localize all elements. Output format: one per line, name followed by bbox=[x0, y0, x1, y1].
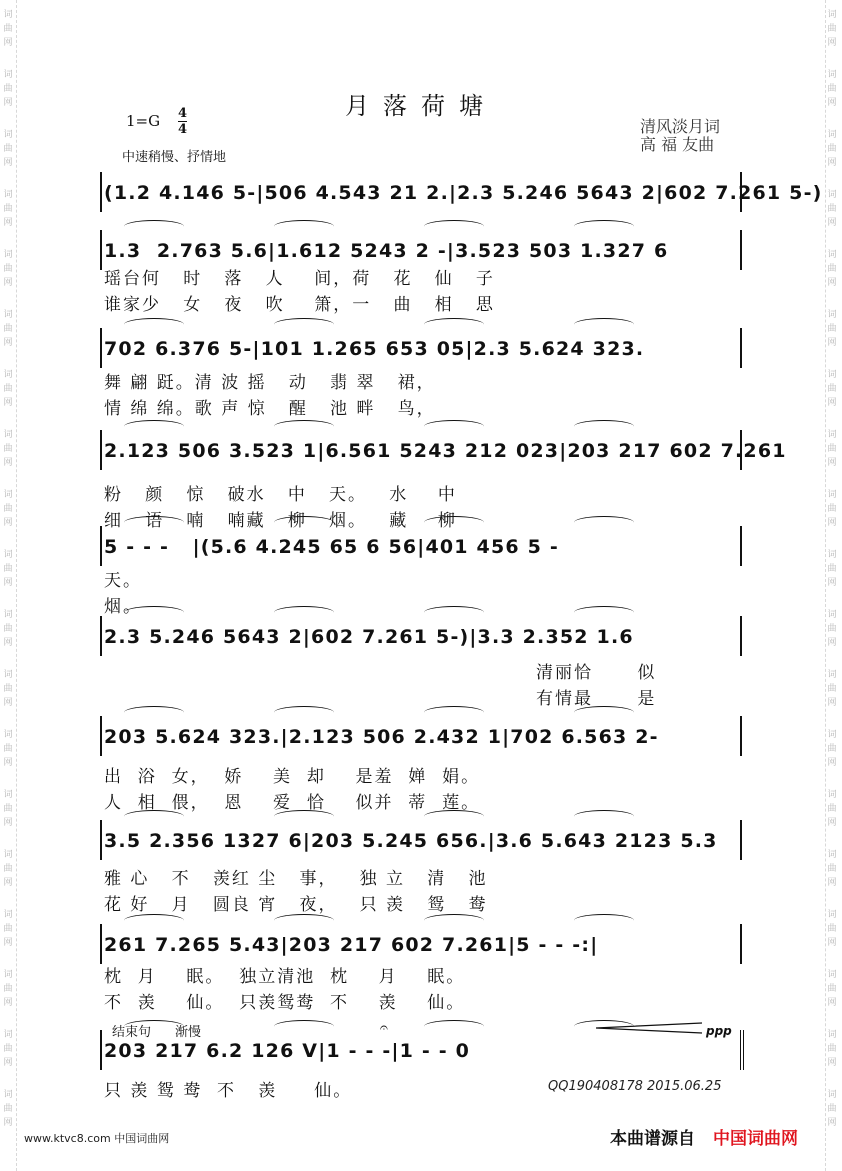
watermark-char: 网 bbox=[827, 878, 837, 888]
slur bbox=[424, 914, 484, 927]
watermark-char: 曲 bbox=[827, 24, 837, 34]
watermark-char: 词 bbox=[3, 670, 13, 680]
slur bbox=[124, 810, 184, 823]
brand-link[interactable]: 中国词曲网 bbox=[713, 1129, 798, 1149]
watermark-char: 词 bbox=[3, 610, 13, 620]
watermark-char: 网 bbox=[827, 638, 837, 648]
slur bbox=[574, 810, 634, 823]
watermark-char: 网 bbox=[827, 938, 837, 948]
ending-tempo: 渐慢 bbox=[175, 1025, 202, 1040]
tempo-marking: 中速稍慢、抒情地 bbox=[122, 150, 227, 165]
lyric-line: 粉 颜 惊 破水 中 天。 水 中 bbox=[104, 485, 457, 505]
watermark-char: 词 bbox=[3, 130, 13, 140]
jianpu-notes: 702 6.376 5-|101 1.265 653 05|2.3 5.624 323. bbox=[104, 338, 645, 360]
watermark-char: 曲 bbox=[3, 924, 13, 934]
watermark-char: 网 bbox=[3, 458, 13, 468]
slur bbox=[574, 420, 634, 433]
watermark-char: 词 bbox=[3, 490, 13, 500]
watermark-char: 网 bbox=[3, 218, 13, 228]
slur bbox=[424, 606, 484, 619]
watermark-char: 词 bbox=[827, 1030, 837, 1040]
lyricist: 清风淡月词 bbox=[640, 117, 721, 136]
jianpu-notes: 3.5 2.356 1327 6|203 5.245 656.|3.6 5.643 2123 5.3 bbox=[104, 830, 718, 852]
watermark-char: 网 bbox=[3, 1058, 13, 1068]
watermark-char: 曲 bbox=[827, 264, 837, 274]
slur bbox=[274, 606, 334, 619]
lyric-line: 瑶台何 时 落 人 间，荷 花 仙 子 bbox=[104, 269, 495, 289]
watermark-char: 网 bbox=[827, 1058, 837, 1068]
watermark-char: 网 bbox=[827, 458, 837, 468]
watermark-char: 网 bbox=[827, 398, 837, 408]
slur bbox=[574, 606, 634, 619]
watermark-char: 曲 bbox=[827, 684, 837, 694]
barline bbox=[100, 1030, 102, 1070]
watermark-char: 词 bbox=[827, 550, 837, 560]
watermark-char: 词 bbox=[3, 910, 13, 920]
watermark-char: 词 bbox=[3, 70, 13, 80]
slur bbox=[274, 1020, 334, 1033]
song-title: 月落荷塘 bbox=[345, 92, 497, 120]
score-system bbox=[104, 434, 787, 474]
slur bbox=[424, 420, 484, 433]
watermark-char: 曲 bbox=[827, 204, 837, 214]
barline bbox=[100, 820, 102, 860]
watermark-char: 词 bbox=[827, 70, 837, 80]
watermark-char: 曲 bbox=[3, 504, 13, 514]
watermark-char: 词 bbox=[827, 250, 837, 260]
watermark-char: 词 bbox=[827, 430, 837, 440]
lyric-line: 出 浴 女， 娇 美 却 是羞 婵 娟。 bbox=[104, 767, 481, 787]
slur bbox=[424, 810, 484, 823]
watermark-char: 曲 bbox=[3, 564, 13, 574]
barline bbox=[740, 924, 742, 964]
watermark-char: 网 bbox=[827, 818, 837, 828]
slur bbox=[574, 706, 634, 719]
watermark-char: 网 bbox=[3, 758, 13, 768]
lyric-line: 烟。 bbox=[104, 597, 142, 617]
watermark-char: 曲 bbox=[827, 984, 837, 994]
watermark-char: 曲 bbox=[3, 24, 13, 34]
time-signature bbox=[178, 107, 187, 136]
watermark-char: 词 bbox=[3, 850, 13, 860]
jianpu-notes: (1.2 4.146 5-|506 4.543 21 2.|2.3 5.246 5643 2|602 7.261 5-) bbox=[104, 182, 823, 204]
slur bbox=[124, 318, 184, 331]
score-system bbox=[104, 530, 740, 570]
watermark-char: 词 bbox=[827, 850, 837, 860]
watermark-char: 网 bbox=[827, 698, 837, 708]
barline bbox=[740, 1030, 744, 1070]
watermark-char: 网 bbox=[3, 818, 13, 828]
composer: 高 福 友曲 bbox=[640, 135, 715, 154]
watermark-char: 曲 bbox=[827, 804, 837, 814]
slur bbox=[124, 220, 184, 233]
watermark-char: 词 bbox=[3, 1030, 13, 1040]
time-bottom: 4 bbox=[178, 122, 188, 137]
slur bbox=[424, 318, 484, 331]
watermark-char: 曲 bbox=[827, 1104, 837, 1114]
watermark-char: 词 bbox=[827, 190, 837, 200]
watermark-char: 曲 bbox=[827, 384, 837, 394]
slur bbox=[124, 420, 184, 433]
barline bbox=[740, 328, 742, 368]
watermark-char: 网 bbox=[3, 338, 13, 348]
barline bbox=[740, 172, 742, 212]
watermark-char: 曲 bbox=[3, 624, 13, 634]
slur bbox=[274, 220, 334, 233]
slur bbox=[574, 516, 634, 529]
watermark-char: 词 bbox=[3, 310, 13, 320]
watermark-char: 曲 bbox=[3, 264, 13, 274]
barline bbox=[740, 526, 742, 566]
barline bbox=[100, 430, 102, 470]
barline bbox=[100, 716, 102, 756]
lyric-line: 枕 月 眠。 独立清池 枕 月 眠。 bbox=[104, 967, 466, 987]
watermark-char: 词 bbox=[3, 1090, 13, 1100]
lyric-line: 只 羡 鸳 鸯 不 羡 仙。 bbox=[104, 1081, 353, 1101]
watermark-char: 词 bbox=[827, 1090, 837, 1100]
watermark-char: 网 bbox=[827, 218, 837, 228]
watermark-char: 曲 bbox=[3, 864, 13, 874]
slur bbox=[124, 914, 184, 927]
watermark-char: 曲 bbox=[3, 684, 13, 694]
lyric-line: 情 绵 绵。歌 声 惊 醒 池 畔 鸟， bbox=[104, 399, 436, 419]
barline bbox=[740, 230, 742, 270]
watermark-char: 网 bbox=[827, 578, 837, 588]
watermark-char: 曲 bbox=[827, 144, 837, 154]
jianpu-notes: 261 7.265 5.43|203 217 602 7.261|5 - - -:| bbox=[104, 934, 599, 956]
slur bbox=[574, 318, 634, 331]
watermark-char: 词 bbox=[827, 730, 837, 740]
watermark-char: 网 bbox=[827, 1118, 837, 1128]
watermark-char: 词 bbox=[827, 370, 837, 380]
jianpu-notes: 2.123 506 3.523 1|6.561 5243 212 023|203 217 602 7.261 bbox=[104, 440, 787, 462]
jianpu-notes: 203 5.624 323.|2.123 506 2.432 1|702 6.563 2- bbox=[104, 726, 659, 748]
watermark-char: 网 bbox=[3, 878, 13, 888]
watermark-char: 网 bbox=[827, 998, 837, 1008]
lyric-line: 清丽恰 似 bbox=[536, 663, 657, 683]
watermark-char: 网 bbox=[3, 698, 13, 708]
slur bbox=[274, 706, 334, 719]
lyric-line: 谁家少 女 夜 吹 箫，一 曲 相 思 bbox=[104, 295, 495, 315]
watermark-char: 网 bbox=[3, 938, 13, 948]
arranger-signature: QQ190408178 2015.06.25 bbox=[548, 1079, 722, 1094]
watermark-char: 曲 bbox=[827, 624, 837, 634]
lyric-line: 有情最 是 bbox=[536, 689, 657, 709]
watermark-char: 曲 bbox=[3, 444, 13, 454]
watermark-char: 词 bbox=[3, 790, 13, 800]
dynamic-ppp: ppp bbox=[706, 1024, 732, 1038]
watermark-char: 网 bbox=[827, 518, 837, 528]
barline bbox=[100, 616, 102, 656]
watermark-char: 网 bbox=[3, 1118, 13, 1128]
lyric-line: 天。 bbox=[104, 571, 142, 591]
source-label: 本曲谱源自 bbox=[610, 1129, 695, 1149]
watermark-char: 词 bbox=[3, 190, 13, 200]
time-top: 4 bbox=[178, 106, 188, 121]
slur bbox=[124, 516, 184, 529]
watermark-char: 曲 bbox=[827, 924, 837, 934]
lyric-line: 不 羡 仙。 只羡鸳鸯 不 羡 仙。 bbox=[104, 993, 466, 1013]
watermark-char: 网 bbox=[3, 518, 13, 528]
slur bbox=[274, 516, 334, 529]
watermark-char: 曲 bbox=[3, 744, 13, 754]
lyric-line: 花 好 月 圆良 宵 夜， 只 羡 鸳 鸯 bbox=[104, 895, 488, 915]
score-system bbox=[104, 824, 740, 864]
watermark-char: 曲 bbox=[827, 744, 837, 754]
score-system bbox=[104, 332, 740, 372]
watermark-char: 曲 bbox=[3, 1044, 13, 1054]
watermark-char: 词 bbox=[3, 250, 13, 260]
watermark-char: 网 bbox=[3, 638, 13, 648]
watermark-char: 网 bbox=[827, 338, 837, 348]
watermark-char: 曲 bbox=[3, 384, 13, 394]
score-system bbox=[104, 620, 740, 660]
watermark-char: 词 bbox=[3, 730, 13, 740]
watermark-char: 网 bbox=[3, 98, 13, 108]
score-system bbox=[104, 1034, 740, 1074]
barline bbox=[740, 716, 742, 756]
watermark-char: 网 bbox=[3, 578, 13, 588]
watermark-char: 网 bbox=[827, 38, 837, 48]
barline bbox=[100, 230, 102, 270]
watermark-char: 网 bbox=[827, 758, 837, 768]
watermark-char: 曲 bbox=[827, 864, 837, 874]
watermark-char: 曲 bbox=[3, 84, 13, 94]
watermark-char: 曲 bbox=[3, 1104, 13, 1114]
slur bbox=[124, 706, 184, 719]
barline bbox=[100, 172, 102, 212]
barline bbox=[740, 430, 742, 470]
watermark-char: 词 bbox=[827, 10, 837, 20]
watermark-char: 词 bbox=[827, 910, 837, 920]
watermark-char: 曲 bbox=[3, 804, 13, 814]
watermark-char: 曲 bbox=[3, 984, 13, 994]
slur bbox=[424, 516, 484, 529]
watermark-char: 词 bbox=[827, 490, 837, 500]
watermark-char: 曲 bbox=[827, 324, 837, 334]
barline bbox=[740, 820, 742, 860]
slur bbox=[424, 706, 484, 719]
lyric-line: 雅 心 不 羡红 尘 事， 独 立 清 池 bbox=[104, 869, 488, 889]
ending-label: 结束句 bbox=[112, 1025, 152, 1040]
watermark-char: 曲 bbox=[827, 444, 837, 454]
watermark-char: 词 bbox=[3, 370, 13, 380]
footer-site[interactable]: www.ktvc8.com 中国词曲网 bbox=[24, 1132, 170, 1145]
watermark-char: 曲 bbox=[827, 564, 837, 574]
credits bbox=[640, 118, 720, 154]
slur bbox=[274, 318, 334, 331]
watermark-char: 词 bbox=[3, 10, 13, 20]
watermark-char: 词 bbox=[827, 130, 837, 140]
watermark-char: 词 bbox=[827, 610, 837, 620]
lyric-line: 人 相 偎， 恩 爱 恰 似并 蒂 莲。 bbox=[104, 793, 481, 813]
slur bbox=[424, 1020, 484, 1033]
watermark-char: 曲 bbox=[3, 204, 13, 214]
key-signature: 1=G bbox=[126, 112, 161, 130]
jianpu-notes: 5 - - - |(5.6 4.245 65 6 56|401 456 5 - bbox=[104, 536, 559, 558]
watermark-char: 词 bbox=[3, 970, 13, 980]
jianpu-notes: 2.3 5.246 5643 2|602 7.261 5-)|3.3 2.352 1.6 bbox=[104, 626, 634, 648]
slur bbox=[574, 220, 634, 233]
slur bbox=[124, 606, 184, 619]
barline bbox=[100, 328, 102, 368]
watermark-char: 词 bbox=[827, 670, 837, 680]
slur bbox=[574, 914, 634, 927]
watermark-char: 网 bbox=[827, 278, 837, 288]
fermata: 𝄐 bbox=[380, 1020, 388, 1036]
watermark-char: 网 bbox=[3, 278, 13, 288]
watermark-char: 网 bbox=[3, 38, 13, 48]
watermark-char: 词 bbox=[3, 430, 13, 440]
watermark-char: 词 bbox=[827, 790, 837, 800]
barline bbox=[100, 526, 102, 566]
watermark-char: 词 bbox=[827, 310, 837, 320]
watermark-char: 网 bbox=[827, 98, 837, 108]
jianpu-notes: 203 217 6.2 126 V|1 - - -|1 - - 0 bbox=[104, 1040, 471, 1062]
watermark-char: 词 bbox=[827, 970, 837, 980]
slur bbox=[274, 914, 334, 927]
barline bbox=[740, 616, 742, 656]
slur bbox=[274, 420, 334, 433]
lyric-line: 舞 翩 跹。清 波 摇 动 翡 翠 裙， bbox=[104, 373, 436, 393]
slur bbox=[424, 220, 484, 233]
watermark-char: 曲 bbox=[3, 324, 13, 334]
watermark-char: 词 bbox=[3, 550, 13, 560]
watermark-char: 曲 bbox=[827, 84, 837, 94]
watermark-char: 曲 bbox=[827, 504, 837, 514]
jianpu-notes: 1.3 2.763 5.6|1.612 5243 2 -|3.523 503 1.327 6 bbox=[104, 240, 669, 262]
watermark-char: 曲 bbox=[3, 144, 13, 154]
score-system bbox=[104, 720, 740, 760]
watermark-char: 网 bbox=[3, 398, 13, 408]
watermark-char: 曲 bbox=[827, 1044, 837, 1054]
watermark-char: 网 bbox=[827, 158, 837, 168]
lyric-line: 细 语 喃 喃藏 柳 烟。 藏 柳 bbox=[104, 511, 457, 531]
barline bbox=[100, 924, 102, 964]
slur bbox=[274, 810, 334, 823]
score-system bbox=[104, 176, 823, 216]
footer-source bbox=[610, 1124, 798, 1149]
watermark-char: 网 bbox=[3, 998, 13, 1008]
watermark-char: 网 bbox=[3, 158, 13, 168]
